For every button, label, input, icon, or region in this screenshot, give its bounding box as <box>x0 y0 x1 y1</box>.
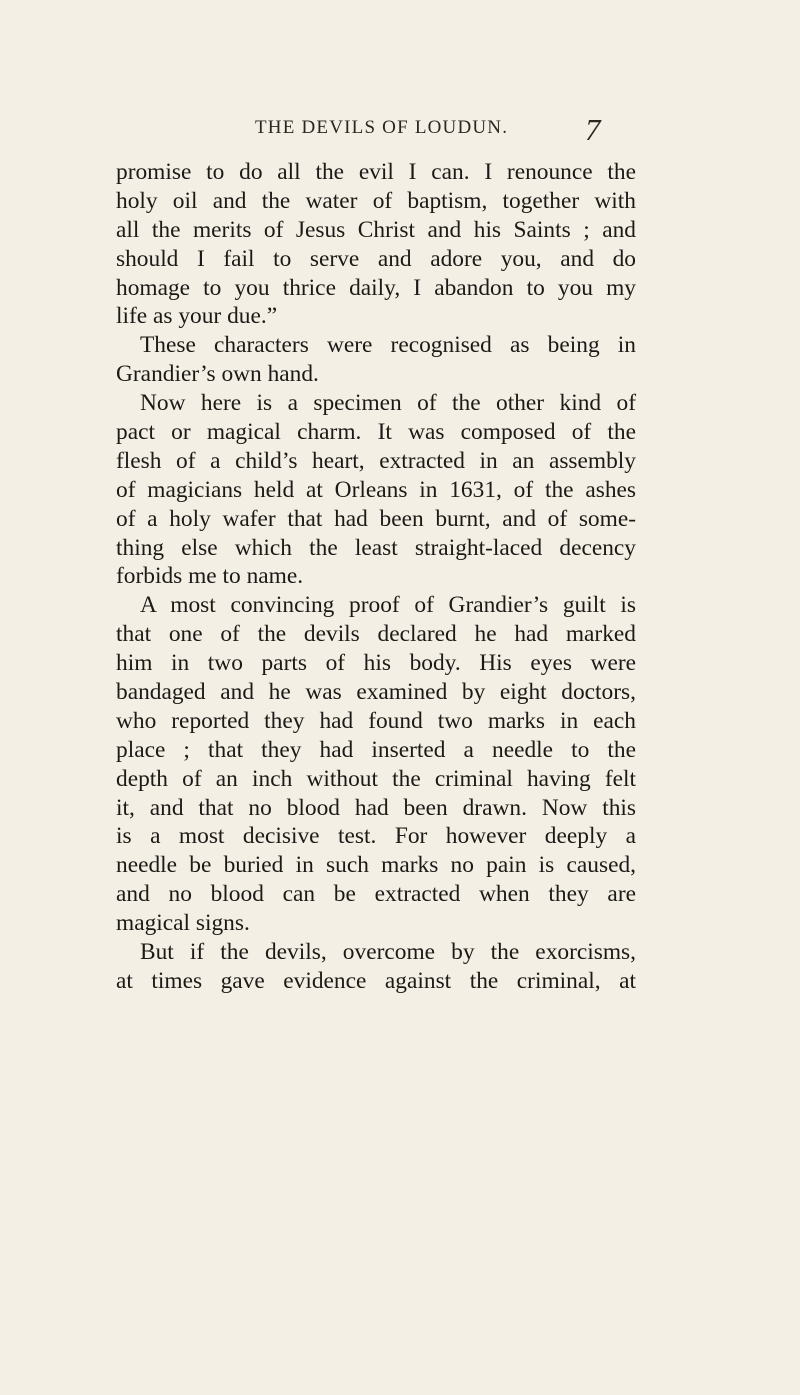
text-line: A most convincing proof of Grandier’s guilt is <box>140 592 636 619</box>
text-line: is a most decisive test. For however deeply a <box>116 823 636 850</box>
text-line: holy oil and the water of baptism, together with <box>116 187 636 214</box>
text-line: should I fail to serve and adore you, and do <box>116 245 636 272</box>
text-line: needle be buried in such marks no pain is caused, <box>116 852 636 879</box>
text-line: thing else which the least straight-laced decency <box>116 534 636 561</box>
text-line: that one of the devils declared he had marked <box>116 621 636 648</box>
running-title: THE DEVILS OF LOUDUN. <box>255 117 509 138</box>
text-line: homage to you thrice daily, I abandon to you my <box>116 274 636 301</box>
text-line: Now here is a specimen of the other kind of <box>140 390 636 417</box>
text-line: promise to do all the evil I can. I renounce the <box>116 159 636 185</box>
text-line: all the merits of Jesus Christ and his Saints ; and <box>116 216 636 243</box>
text-line: him in two parts of his body. His eyes were <box>116 650 636 677</box>
text-line: of magicians held at Orleans in 1631, of the ashes <box>116 476 636 503</box>
text-line: magical signs. <box>116 910 250 937</box>
text-line: flesh of a child’s heart, extracted in an assembly <box>116 447 636 474</box>
text-line: who reported they had found two marks in each <box>116 707 636 734</box>
text-line: These characters were recognised as being in <box>140 332 636 359</box>
text-line: forbids me to name. <box>116 563 304 590</box>
text-line: of a holy wafer that had been burnt, and of some- <box>116 505 636 532</box>
text-line: and no blood can be extracted when they are <box>116 881 636 908</box>
text-line: at times gave evidence against the criminal, at <box>116 967 636 994</box>
page-number: 7 <box>585 112 601 147</box>
text-line: But if the devils, overcome by the exorcisms, <box>140 939 636 966</box>
text-line: Grandier’s own hand. <box>116 361 319 388</box>
text-line: pact or magical charm. It was composed of the <box>116 419 636 446</box>
text-line: place ; that they had inserted a needle to the <box>116 736 636 763</box>
text-line: bandaged and he was examined by eight doctors, <box>116 679 636 706</box>
text-line: depth of an inch without the criminal having felt <box>116 765 636 792</box>
text-line: life as your due.” <box>116 303 278 330</box>
text-line: it, and that no blood had been drawn. Now this <box>116 794 636 821</box>
body-text <box>116 158 636 996</box>
